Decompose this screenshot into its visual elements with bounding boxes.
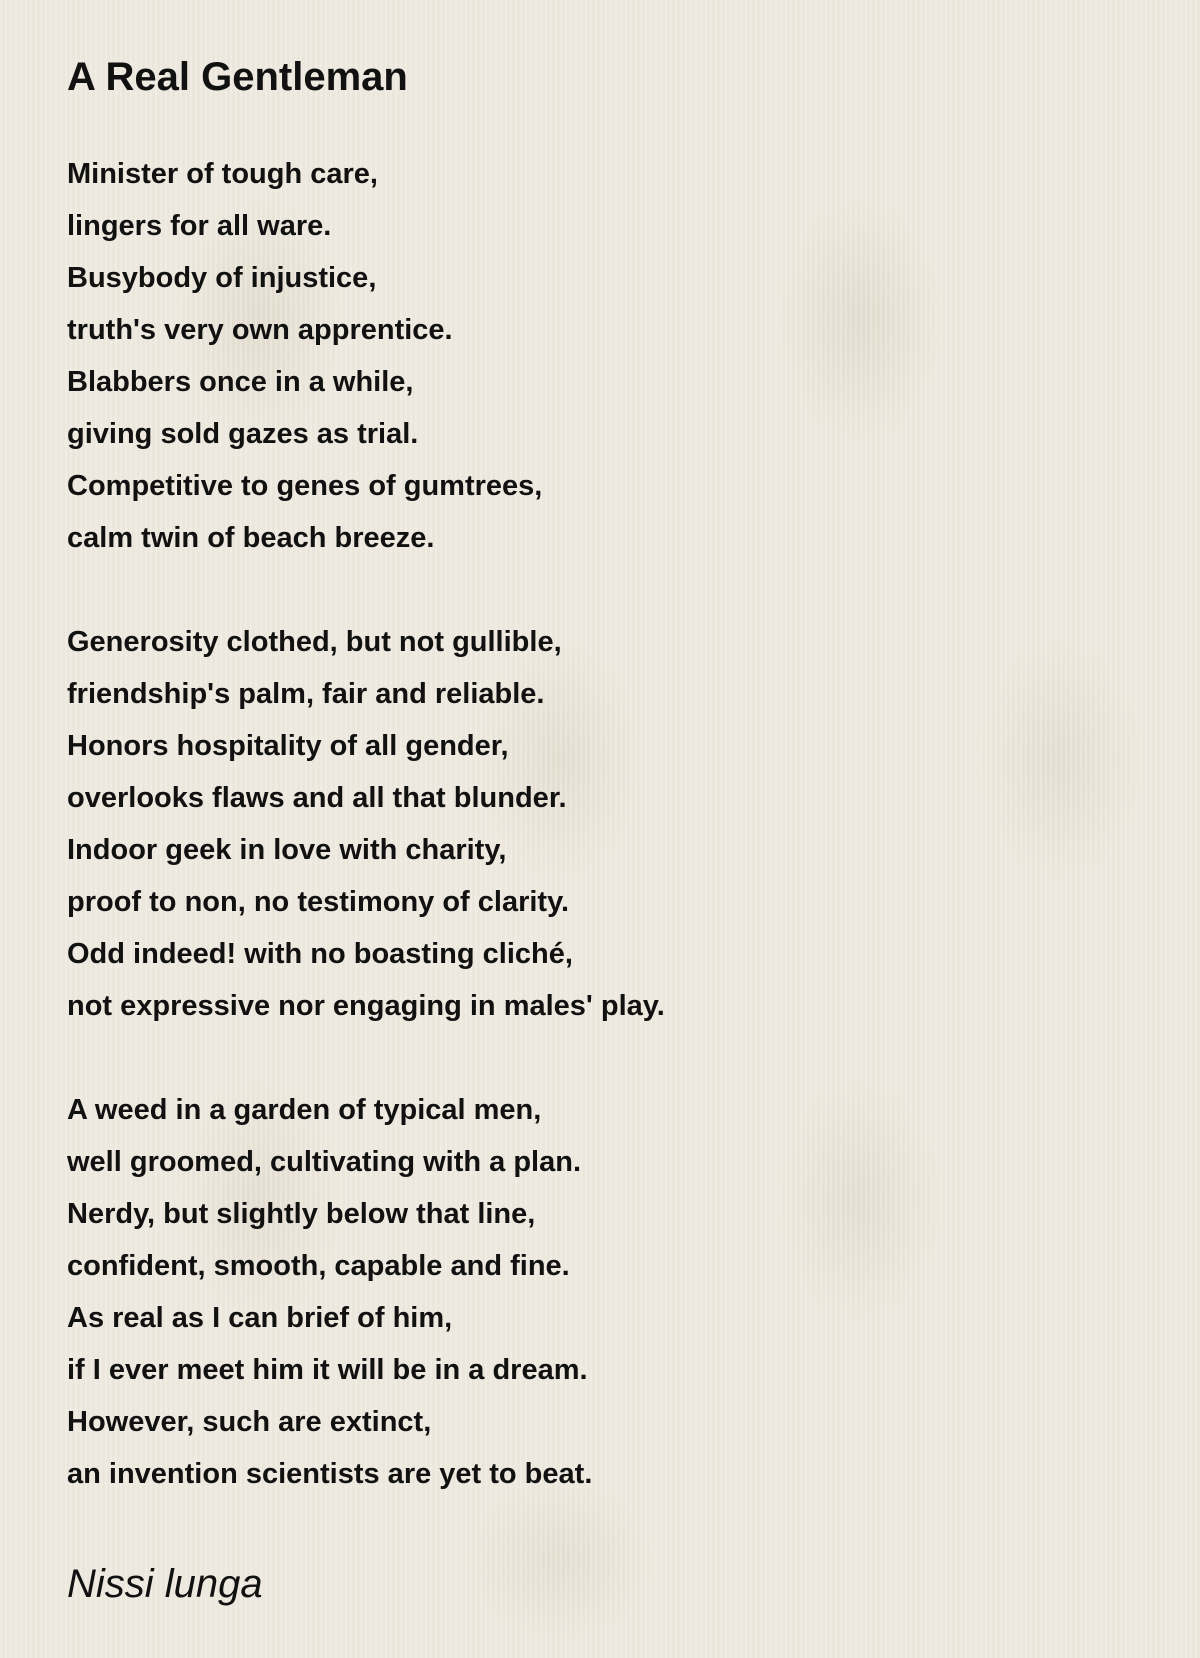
poem-line: As real as I can brief of him, bbox=[67, 1302, 453, 1334]
poem-line: Honors hospitality of all gender, bbox=[67, 730, 509, 762]
poem-page bbox=[67, 48, 1147, 1612]
poem-line: confident, smooth, capable and fine. bbox=[67, 1250, 570, 1282]
poem-line: overlooks flaws and all that blunder. bbox=[67, 782, 567, 814]
poem-body bbox=[67, 148, 1147, 1500]
poem-line: Indoor geek in love with charity, bbox=[67, 834, 507, 866]
poem-line: Nerdy, but slightly below that line, bbox=[67, 1198, 536, 1230]
poem-line: Odd indeed! with no boasting cliché, bbox=[67, 938, 573, 970]
poem-title: A Real Gentleman bbox=[67, 55, 408, 99]
poem-line: calm twin of beach breeze. bbox=[67, 522, 435, 554]
poem-line: Minister of tough care, bbox=[67, 158, 378, 190]
stanza-2 bbox=[67, 616, 1147, 1032]
poem-line: lingers for all ware. bbox=[67, 210, 332, 242]
poem-line: Generosity clothed, but not gullible, bbox=[67, 626, 562, 658]
poem-line: friendship's palm, fair and reliable. bbox=[67, 678, 545, 710]
poem-line: Competitive to genes of gumtrees, bbox=[67, 470, 543, 502]
poem-line: if I ever meet him it will be in a dream. bbox=[67, 1354, 588, 1386]
poem-line: an invention scientists are yet to beat. bbox=[67, 1458, 593, 1490]
poem-line: not expressive nor engaging in males' play. bbox=[67, 990, 665, 1022]
poem-line: Busybody of injustice, bbox=[67, 262, 377, 294]
stanza-1 bbox=[67, 148, 1147, 564]
poem-line: giving sold gazes as trial. bbox=[67, 418, 419, 450]
poem-line: A weed in a garden of typical men, bbox=[67, 1094, 542, 1126]
poem-line: truth's very own apprentice. bbox=[67, 314, 453, 346]
poem-line: proof to non, no testimony of clarity. bbox=[67, 886, 570, 918]
poem-author: Nissi lunga bbox=[67, 1562, 263, 1606]
poem-line: However, such are extinct, bbox=[67, 1406, 432, 1438]
poem-line: Blabbers once in a while, bbox=[67, 366, 414, 398]
poem-line: well groomed, cultivating with a plan. bbox=[67, 1146, 581, 1178]
stanza-3 bbox=[67, 1084, 1147, 1500]
